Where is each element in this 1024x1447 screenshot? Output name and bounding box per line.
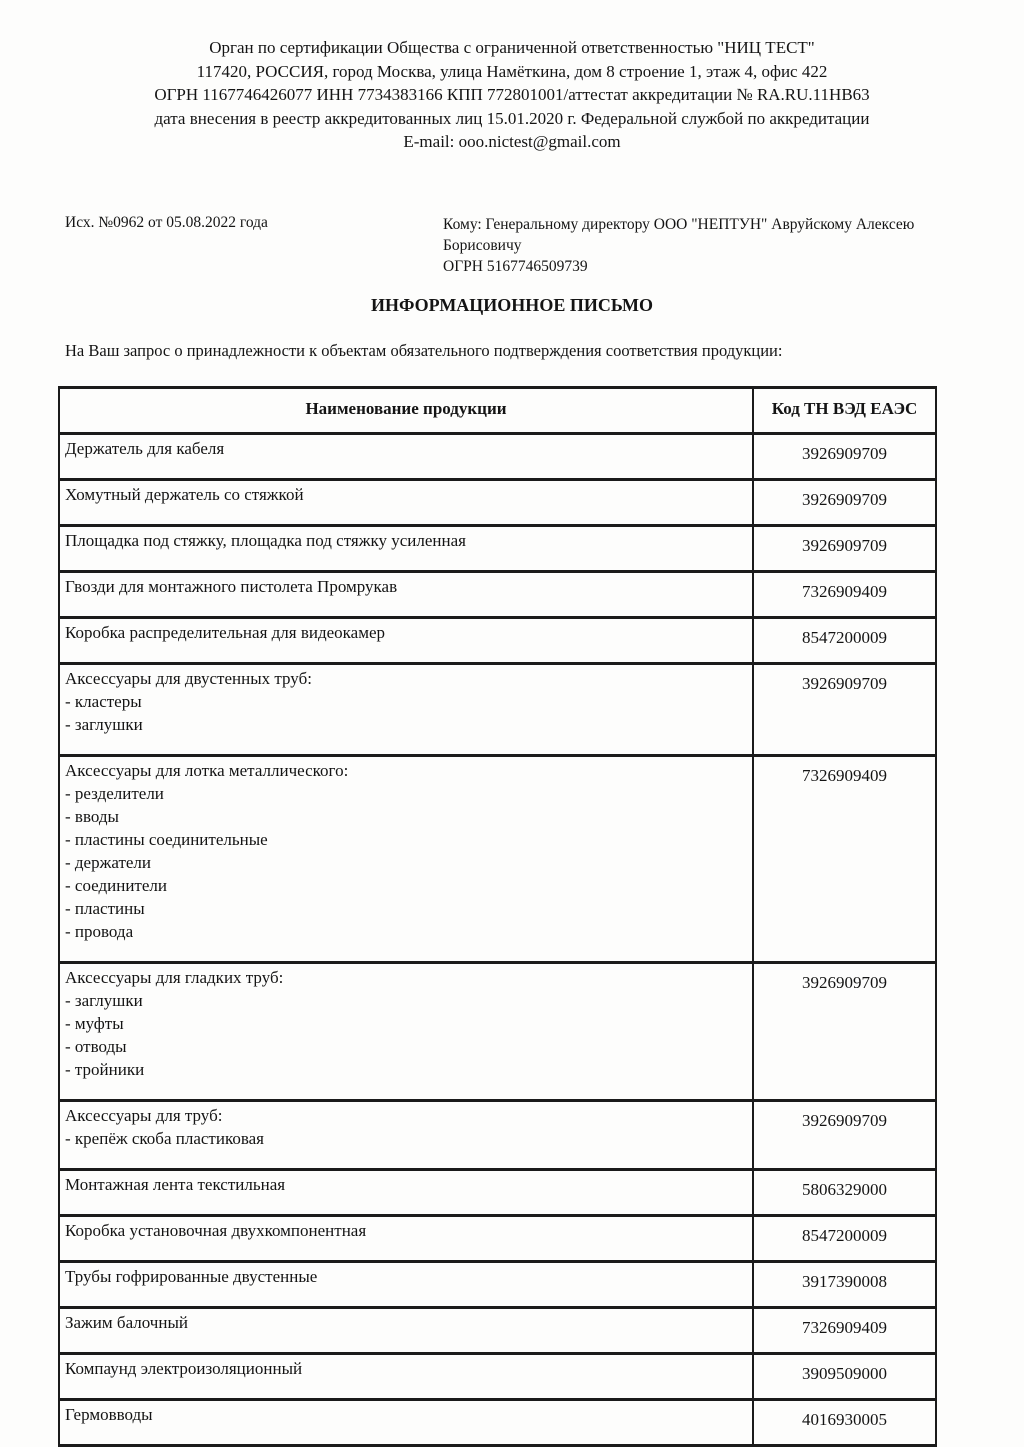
table-row (59, 434, 936, 480)
product-name-cell: Коробка установочная двухкомпонентная (59, 1216, 753, 1262)
tnved-code-cell: 3926909709 (753, 480, 936, 526)
letterhead-line: дата внесения в реестр аккредитованных лиц 15.01.2020 г. Федеральной службой по аккредитации (154, 108, 870, 128)
tnved-code-cell: 3926909709 (753, 664, 936, 756)
product-name-cell: Гермовводы (59, 1400, 753, 1446)
letterhead-line: Орган по сертификации Общества с ограниченной ответственностью "НИЦ ТЕСТ" (209, 38, 815, 57)
tnved-code-cell: 4016930005 (753, 1400, 936, 1446)
product-name-cell: Аксессуары для двустенных труб: - кластеры - заглушки (59, 664, 753, 756)
tnved-code-cell: 8547200009 (753, 1216, 936, 1262)
product-name-cell: Держатель для кабеля (59, 434, 753, 480)
table-row (59, 1101, 936, 1170)
table-row (59, 664, 936, 756)
intro-paragraph: На Ваш запрос о принадлежности к объектам обязательного подтверждения соответствия продукции: (65, 341, 783, 360)
tnved-code-cell: 3926909709 (753, 434, 936, 480)
product-name-cell: Гвозди для монтажного пистолета Промрукав (59, 572, 753, 618)
table-row (59, 480, 936, 526)
product-name-cell: Аксессуары для гладких труб: - заглушки - муфты - отводы - тройники (59, 963, 753, 1101)
tnved-code-cell: 5806329000 (753, 1170, 936, 1216)
table-row (59, 1262, 936, 1308)
product-name-cell: Монтажная лента текстильная (59, 1170, 753, 1216)
product-name-cell: Аксессуары для лотка металлического: - резделители - вводы - пластины соединительные - держатели - соединители - пластины - провода (59, 756, 753, 963)
table-row (59, 1170, 936, 1216)
letterhead-line: ОГРН 1167746426077 ИНН 7734383166 КПП 772801001/аттестат аккредитации № RA.RU.11НВ63 (154, 85, 870, 104)
table-row (59, 963, 936, 1101)
product-name-cell: Аксессуары для труб: - крепёж скоба пластиковая (59, 1101, 753, 1170)
letter-title: ИНФОРМАЦИОННОЕ ПИСЬМО (370, 295, 653, 315)
table-row (59, 1308, 936, 1354)
org-letterhead (0, 36, 1024, 154)
table-row (59, 756, 936, 963)
product-name-cell: Компаунд электроизоляционный (59, 1354, 753, 1400)
table-row (59, 1354, 936, 1400)
products-table-body (59, 434, 936, 1446)
tnved-code-cell: 3926909709 (753, 963, 936, 1101)
letterhead-line: 117420, РОССИЯ, город Москва, улица Намёткина, дом 8 строение 1, этаж 4, офис 422 (196, 61, 828, 81)
tnved-code-cell: 7326909409 (753, 572, 936, 618)
product-name-cell: Хомутный держатель со стяжкой (59, 480, 753, 526)
column-header-product-name: Наименование продукции (59, 388, 753, 434)
tnved-code-cell: 8547200009 (753, 618, 936, 664)
table-header-row (59, 388, 936, 434)
letterhead-email: E-mail: ooo.nictest@gmail.com (403, 132, 621, 151)
tnved-code-cell: 3917390008 (753, 1262, 936, 1308)
tnved-code-cell: 7326909409 (753, 756, 936, 963)
tnved-code-cell: 7326909409 (753, 1308, 936, 1354)
addressee-block: Кому: Генеральному директору ООО "НЕПТУН" Авруйскому Алексею Борисовичу ОГРН 5167746509739 (443, 216, 915, 275)
tnved-code-cell: 3926909709 (753, 526, 936, 572)
table-row (59, 1216, 936, 1262)
table-row (59, 618, 936, 664)
product-name-cell: Площадка под стяжку, площадка под стяжку усиленная (59, 526, 753, 572)
column-header-tnved-code: Код ТН ВЭД ЕАЭС (753, 388, 936, 434)
table-row (59, 572, 936, 618)
table-row (59, 1400, 936, 1446)
product-name-cell: Зажим балочный (59, 1308, 753, 1354)
products-table (58, 386, 937, 1447)
product-name-cell: Трубы гофрированные двустенные (59, 1262, 753, 1308)
product-name-cell: Коробка распределительная для видеокамер (59, 618, 753, 664)
tnved-code-cell: 3926909709 (753, 1101, 936, 1170)
tnved-code-cell: 3909509000 (753, 1354, 936, 1400)
outgoing-reference: Исх. №0962 от 05.08.2022 года (65, 214, 268, 231)
table-row (59, 526, 936, 572)
